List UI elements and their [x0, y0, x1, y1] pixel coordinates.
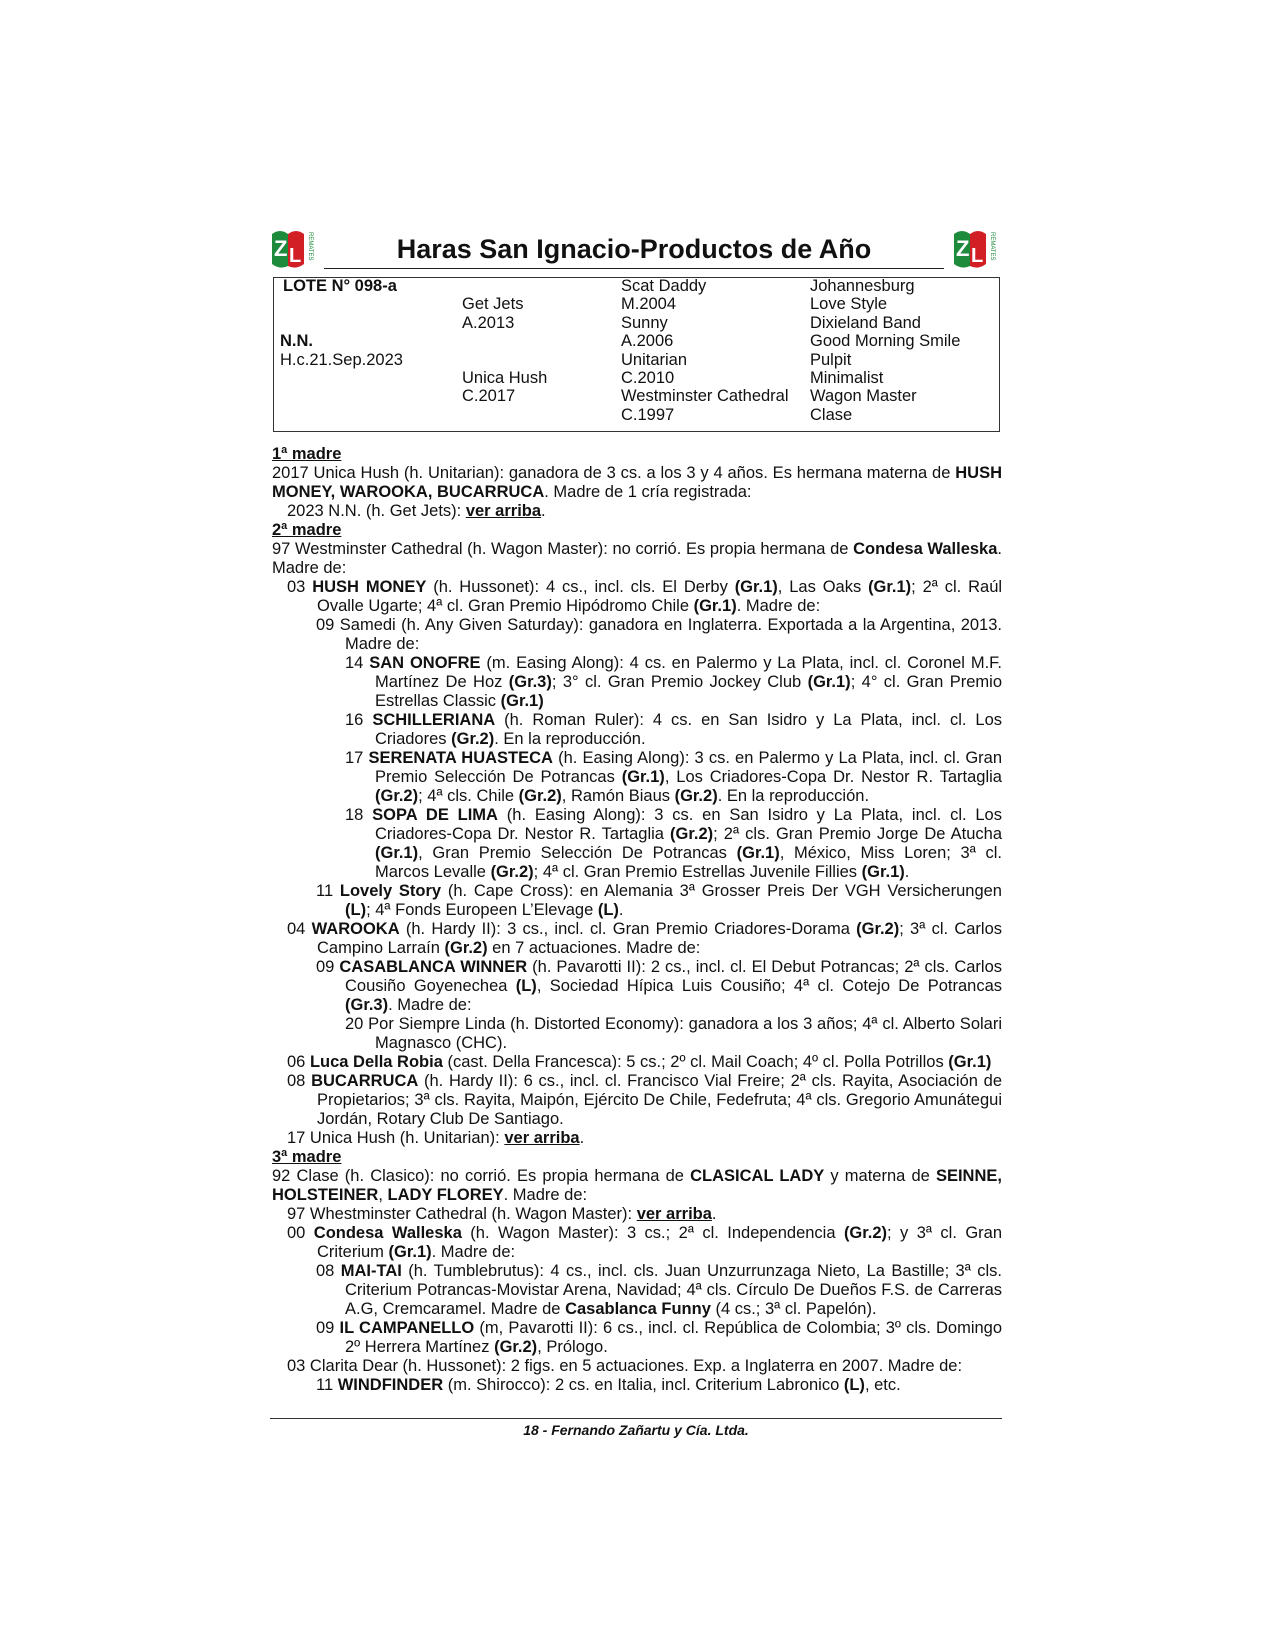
ped-g4: Minimalist	[810, 369, 884, 387]
zl-remates-logo	[268, 226, 318, 272]
paragraph: 03 HUSH MONEY (h. Hussonet): 4 cs., incl. cls. El Derby (Gr.1), Las Oaks (Gr.1); 2ª cl. Raúl Ovalle Ugarte; 4ª cl. Gran Premio Hipódromo Chile (Gr.1). Madre de:	[287, 578, 1003, 615]
paragraph: 04 WAROOKA (h. Hardy II): 3 cs., incl. cl. Gran Premio Criadores-Dorama (Gr.2); 3ª cl. Carlos Campino Larraín (Gr.2) en 7 actuaciones. Madre de:	[287, 920, 1003, 957]
ped-g4: Clase	[810, 406, 853, 424]
ped-g3: Scat Daddy	[621, 277, 707, 295]
lot-number: LOTE N° 098-a	[283, 277, 397, 295]
page-footer: 18 - Fernando Zañartu y Cía. Ltda.	[523, 1422, 749, 1438]
dam-line-text	[272, 445, 1002, 1395]
title-rule	[324, 268, 944, 269]
svg-text:Z: Z	[274, 236, 288, 261]
zl-remates-logo	[950, 226, 1000, 272]
paragraph: 00 Condesa Walleska (h. Wagon Master): 3 cs.; 2ª cl. Independencia (Gr.2); y 3ª cl. Gran Criterium (Gr.1). Madre de:	[287, 1224, 1003, 1261]
svg-text:REMATES: REMATES	[307, 232, 313, 261]
ped-g3: M.2004	[621, 295, 677, 313]
paragraph: 20 Por Siempre Linda (h. Distorted Economy): ganadora a los 3 años; 4ª cl. Alberto Solari Magnasco (CHC).	[345, 1015, 1002, 1052]
ver-arriba-link[interactable]: ver arriba	[504, 1129, 580, 1147]
paragraph: 09 Samedi (h. Any Given Saturday): ganadora en Inglaterra. Exportada a la Argentina, 2013. Madre de:	[316, 616, 1002, 653]
svg-text:Z: Z	[956, 236, 970, 261]
section-heading: 2ª madre	[272, 521, 342, 539]
paragraph: 11 Lovely Story (h. Cape Cross): en Alemania 3ª Grosser Preis Der VGH Versicherungen (L); 4ª Fonds Europeen L’Elevage (L).	[316, 882, 1002, 919]
ped-g3: Unitarian	[621, 351, 688, 369]
paragraph: 16 SCHILLERIANA (h. Roman Ruler): 4 cs. en San Isidro y La Plata, incl. cl. Los Criadores (Gr.2). En la reproducción.	[345, 711, 1002, 748]
ped-g4: Johannesburg	[810, 277, 915, 295]
ped-g4: Wagon Master	[810, 387, 917, 405]
svg-text:L: L	[971, 245, 984, 267]
paragraph: 97 Westminster Cathedral (h. Wagon Master): no corrió. Es propia hermana de Condesa Walleska. Madre de:	[272, 540, 1002, 577]
sire-info: A.2013	[462, 314, 515, 332]
paragraph: 2017 Unica Hush (h. Unitarian): ganadora de 3 cs. a los 3 y 4 años. Es hermana materna de HUSH MONEY, WAROOKA, BUCARRUCA. Madre de 1 cría registrada:	[272, 464, 1002, 501]
dam-name: Unica Hush	[462, 369, 548, 387]
ped-g3: A.2006	[621, 332, 674, 350]
ped-g4: Dixieland Band	[810, 314, 921, 332]
paragraph: 09 CASABLANCA WINNER (h. Pavarotti II): 2 cs., incl. cl. El Debut Potrancas; 2ª cls. Carlos Cousiño Goyenechea (L), Sociedad Hípica Luis Cousiño; 4ª cl. Cotejo De Potrancas (Gr.3). Madre de:	[316, 958, 1003, 1014]
paragraph: 03 Clarita Dear (h. Hussonet): 2 figs. en 5 actuaciones. Exp. a Inglaterra en 2007. Madre de:	[287, 1357, 963, 1375]
page-title: Haras San Ignacio-Productos de Año	[396, 234, 872, 264]
ped-g3: C.2010	[621, 369, 675, 387]
ped-g4: Love Style	[810, 295, 888, 313]
ped-g3: C.1997	[621, 406, 675, 424]
paragraph: 17 Unica Hush (h. Unitarian): ver arriba.	[287, 1129, 585, 1147]
footer-rule	[270, 1418, 1002, 1419]
paragraph: 17 SERENATA HUASTECA (h. Easing Along): 3 cs. en Palermo y La Plata, incl. cl. Gran Premio Selección De Potrancas (Gr.1), Los Criadores-Copa Dr. Nestor R. Tartaglia (Gr.2); 4ª cls. Chile (Gr.2), Ramón Biaus (Gr.2). En la reproducción.	[345, 749, 1003, 805]
section-heading: 3ª madre	[272, 1148, 342, 1166]
paragraph: 14 SAN ONOFRE (m. Easing Along): 4 cs. en Palermo y La Plata, incl. cl. Coronel M.F. Martínez De Hoz (Gr.3); 3° cl. Gran Premio Jockey Club (Gr.1); 4° cl. Gran Premio Estrellas Classic (Gr.1)	[345, 654, 1002, 710]
sire-name: Get Jets	[462, 295, 524, 313]
horse-birth: H.c.21.Sep.2023	[280, 351, 403, 369]
dam-info: C.2017	[462, 387, 516, 405]
ver-arriba-link[interactable]: ver arriba	[465, 502, 542, 520]
section-heading: 1ª madre	[272, 445, 342, 463]
paragraph: 08 BUCARRUCA (h. Hardy II): 6 cs., incl. cl. Francisco Vial Freire; 2ª cls. Rayita, Asociación de Propietarios; 3ª cls. Rayita, Maipón, Ejército De Chile, Fedefruta; 4ª cls. Gregorio Amunátegui Jordán, Rotary Club De Santiago.	[287, 1072, 1003, 1128]
page-header	[268, 226, 1000, 274]
pedigree-table	[273, 277, 1000, 432]
ver-arriba-link[interactable]: ver arriba	[636, 1205, 712, 1223]
paragraph: 09 IL CAMPANELLO (m, Pavarotti II): 6 cs., incl. cl. República de Colombia; 3º cls. Domingo 2º Herrera Martínez (Gr.2), Prólogo.	[316, 1319, 1003, 1356]
ped-g4: Good Morning Smile	[810, 332, 961, 350]
paragraph: 2023 N.N. (h. Get Jets): ver arriba.	[287, 502, 546, 520]
paragraph: 06 Luca Della Robia (cast. Della Francesca): 5 cs.; 2º cl. Mail Coach; 4º cl. Polla Potrillos (Gr.1)	[287, 1053, 992, 1071]
ped-g3: Westminster Cathedral	[621, 387, 789, 405]
paragraph: 11 WINDFINDER (m. Shirocco): 2 cs. en Italia, incl. Criterium Labronico (L), etc.	[316, 1376, 901, 1394]
paragraph: 97 Whestminster Cathedral (h. Wagon Master): ver arriba.	[287, 1205, 717, 1223]
paragraph: 92 Clase (h. Clasico): no corrió. Es propia hermana de CLASICAL LADY y materna de SEINNE, HOLSTEINER, LADY FLOREY. Madre de:	[272, 1167, 1002, 1204]
paragraph: 08 MAI-TAI (h. Tumblebrutus): 4 cs., incl. cls. Juan Unzurrunzaga Nieto, La Bastille; 3ª cls. Criterium Potrancas-Movistar Arena, Navidad; 4ª cls. Círculo De Dueños F.S. de Carreras A.G, Cremcaramel. Madre de Casablanca Funny (4 cs.; 3ª cl. Papelón).	[316, 1262, 1002, 1318]
ped-g3: Sunny	[621, 314, 668, 332]
horse-name: N.N.	[280, 332, 313, 350]
paragraph: 18 SOPA DE LIMA (h. Easing Along): 3 cs. en San Isidro y La Plata, incl. cl. Los Criadores-Copa Dr. Nestor R. Tartaglia (Gr.2); 2ª cls. Gran Premio Jorge De Atucha (Gr.1), Gran Premio Selección De Potrancas (Gr.1), México, Miss Loren; 3ª cl. Marcos Levalle (Gr.2); 4ª cl. Gran Premio Estrellas Juvenile Fillies (Gr.1).	[345, 806, 1002, 881]
svg-text:L: L	[289, 245, 302, 267]
ped-g4: Pulpit	[810, 351, 852, 369]
svg-text:REMATES: REMATES	[989, 232, 995, 261]
